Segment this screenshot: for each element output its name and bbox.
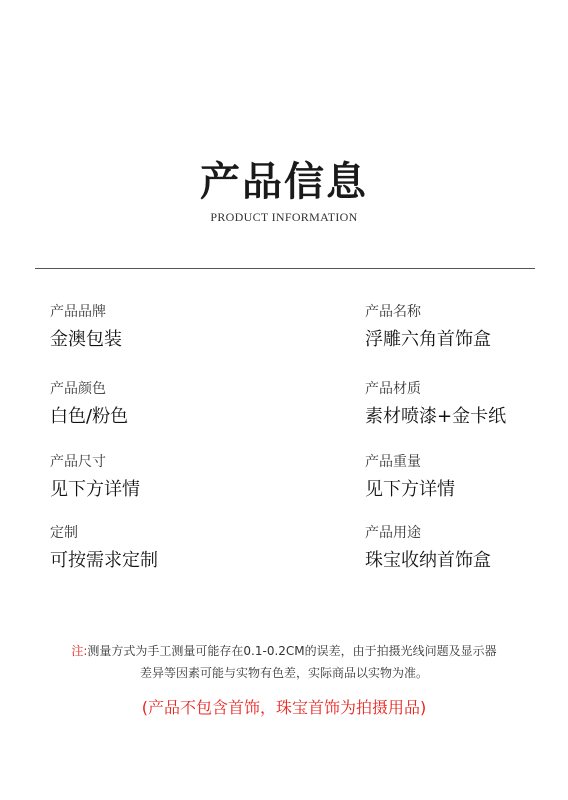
page-title: 产品信息 xyxy=(200,158,368,205)
spec-material xyxy=(365,380,555,429)
spec-color xyxy=(50,380,240,429)
spec-value: 浮雕六角首饰盒 xyxy=(365,329,491,350)
measurement-note xyxy=(0,640,568,684)
spec-size xyxy=(50,453,240,502)
spec-label: 产品颜色 xyxy=(50,381,106,397)
spec-value: 金澳包装 xyxy=(50,329,122,350)
spec-label: 产品用途 xyxy=(365,525,421,541)
spec-usage xyxy=(365,524,555,573)
spec-label: 产品重量 xyxy=(365,454,421,470)
spec-customization xyxy=(50,524,240,573)
note-prefix: 注: xyxy=(71,644,88,658)
spec-label: 产品尺寸 xyxy=(50,454,106,470)
spec-value: 珠宝收纳首饰盒 xyxy=(365,550,491,571)
spec-value: 见下方详情 xyxy=(365,479,455,500)
note-line-1 xyxy=(0,640,568,662)
spec-value: 白色/粉色 xyxy=(50,406,129,427)
note-text: 测量方式为手工测量可能存在0.1-0.2CM的误差，由于拍摄光线问题及显示器 xyxy=(87,644,497,658)
spec-name xyxy=(365,303,555,352)
spec-value: 素材喷漆+金卡纸 xyxy=(365,406,507,427)
note-line-2: 差异等因素可能与实物有色差，实际商品以实物为准。 xyxy=(139,666,428,680)
spec-label: 产品名称 xyxy=(365,304,421,320)
jewelry-disclaimer: (产品不包含首饰，珠宝首饰为拍摄用品) xyxy=(141,698,427,717)
spec-brand xyxy=(50,303,240,352)
spec-value: 可按需求定制 xyxy=(50,550,158,571)
spec-label: 产品材质 xyxy=(365,381,421,397)
spec-value: 见下方详情 xyxy=(50,479,140,500)
spec-weight xyxy=(365,453,555,502)
spec-label: 定制 xyxy=(50,525,78,541)
page-subtitle: PRODUCT INFORMATION xyxy=(210,210,358,224)
divider xyxy=(35,268,535,269)
spec-label: 产品品牌 xyxy=(50,304,106,320)
